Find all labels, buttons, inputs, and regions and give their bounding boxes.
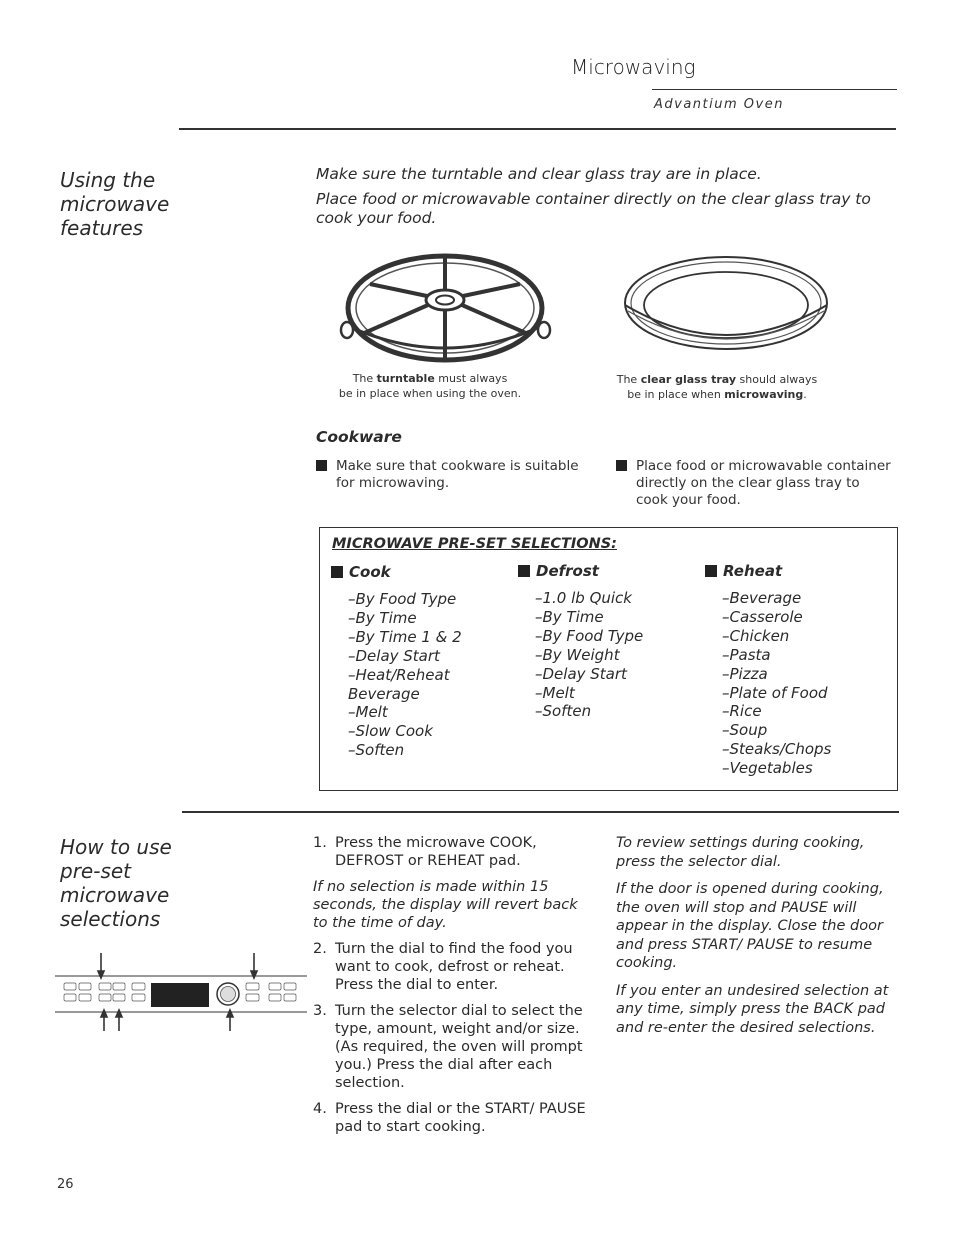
list-item: –Soften	[348, 741, 405, 760]
list-item: –Soften	[535, 702, 592, 721]
list-item: –Heat/Reheat Beverage	[348, 665, 450, 703]
list-item: –Pizza	[722, 664, 768, 683]
header-rule	[652, 89, 897, 90]
turntable-illustration	[338, 250, 553, 368]
list-item: –Delay Start	[348, 646, 440, 665]
list-item: –Plate of Food	[722, 683, 828, 702]
section-subtitle: Advantium Oven	[654, 97, 784, 112]
bullet-square-icon	[331, 566, 343, 578]
how-to-heading: How to use pre-set microwave selections	[60, 835, 172, 931]
intro-line-1: Make sure the turntable and clear glass tray are in place.	[316, 165, 762, 183]
presets-column-reheat	[705, 562, 890, 778]
section-title: Microwaving	[571, 55, 696, 79]
undesired-selection-note: If you enter an undesired selection at any time, simply press the BACK pad and re-enter the desired selections.	[616, 982, 889, 1036]
intro-line-2: Place food or microwavable container directly on the clear glass tray to cook your food.	[316, 190, 871, 227]
presets-title: MICROWAVE PRE-SET SELECTIONS:	[332, 536, 617, 552]
presets-column-heading: Defrost	[518, 562, 703, 580]
list-item: –Beverage	[722, 589, 802, 607]
list-item: –Steaks/Chops	[722, 740, 832, 759]
list-item: –Chicken	[722, 626, 790, 645]
cookware-bullet-1: Make sure that cookware is suitable for microwaving.	[316, 458, 586, 492]
bullet-square-icon	[316, 460, 327, 471]
step-note: If no selection is made within 15 seconds, the display will revert back to the time of day.	[313, 879, 578, 931]
list-item: –By Food Type	[535, 626, 644, 645]
presets-box	[319, 527, 898, 791]
bullet-square-icon	[705, 565, 717, 577]
mid-divider	[182, 811, 899, 813]
presets-column-cook	[331, 563, 516, 760]
cookware-bullet-2: Place food or microwavable container directly on the clear glass tray to cook your food.	[616, 458, 891, 509]
presets-list	[348, 590, 516, 760]
step-3: 3. Turn the selector dial to select the type, amount, weight and/or size. (As required, the oven will prompt you.) Press the dial after each selection.	[313, 1003, 583, 1091]
intro-text	[316, 165, 876, 234]
presets-column-heading: Reheat	[705, 562, 890, 580]
turntable-caption: The turntable must always be in place when using the oven.	[338, 372, 522, 400]
list-item: –Soup	[722, 721, 768, 740]
bullet-square-icon	[616, 460, 627, 471]
review-note: To review settings during cooking, press the selector dial.	[616, 835, 865, 870]
list-item: –By Time	[348, 608, 417, 627]
list-item: –By Food Type	[348, 590, 457, 608]
steps-list	[313, 834, 593, 1144]
cookware-title: Cookware	[316, 428, 402, 446]
page-number: 26	[57, 1177, 74, 1192]
bullet-square-icon	[518, 565, 530, 577]
list-item: –Casserole	[722, 607, 803, 626]
list-item: –Rice	[722, 702, 762, 721]
top-divider	[179, 128, 896, 130]
glass-tray-caption: The clear glass tray should always be in place when microwaving.	[616, 373, 818, 401]
list-item: –Melt	[348, 703, 388, 722]
presets-list	[535, 589, 703, 721]
control-panel-illustration	[55, 950, 307, 1032]
presets-list	[722, 589, 890, 778]
list-item: –Delay Start	[535, 664, 627, 683]
right-notes	[616, 834, 891, 1046]
list-item: –1.0 lb Quick	[535, 589, 632, 607]
door-note: If the door is opened during cooking, the oven will stop and PAUSE will appear in the display. Close the door and press START/ PAUSE to resume cooking.	[616, 881, 884, 971]
presets-column-heading: Cook	[331, 563, 516, 581]
list-item: –Pasta	[722, 645, 771, 664]
list-item: –Vegetables	[722, 759, 813, 778]
step-4: 4. Press the dial or the START/ PAUSE pad to start cooking.	[313, 1101, 586, 1135]
list-item: –By Weight	[535, 645, 620, 664]
list-item: –By Time	[535, 607, 604, 626]
glass-tray-illustration	[622, 253, 830, 363]
step-2: 2. Turn the dial to find the food you want to cook, defrost or reheat. Press the dial to enter.	[313, 941, 573, 993]
list-item: –Slow Cook	[348, 722, 433, 741]
list-item: –By Time 1 & 2	[348, 627, 462, 646]
list-item: –Melt	[535, 683, 575, 702]
using-features-heading: Using the microwave features	[60, 168, 170, 240]
step-1: 1. Press the microwave COOK, DEFROST or REHEAT pad.	[313, 835, 537, 869]
presets-column-defrost	[518, 562, 703, 721]
